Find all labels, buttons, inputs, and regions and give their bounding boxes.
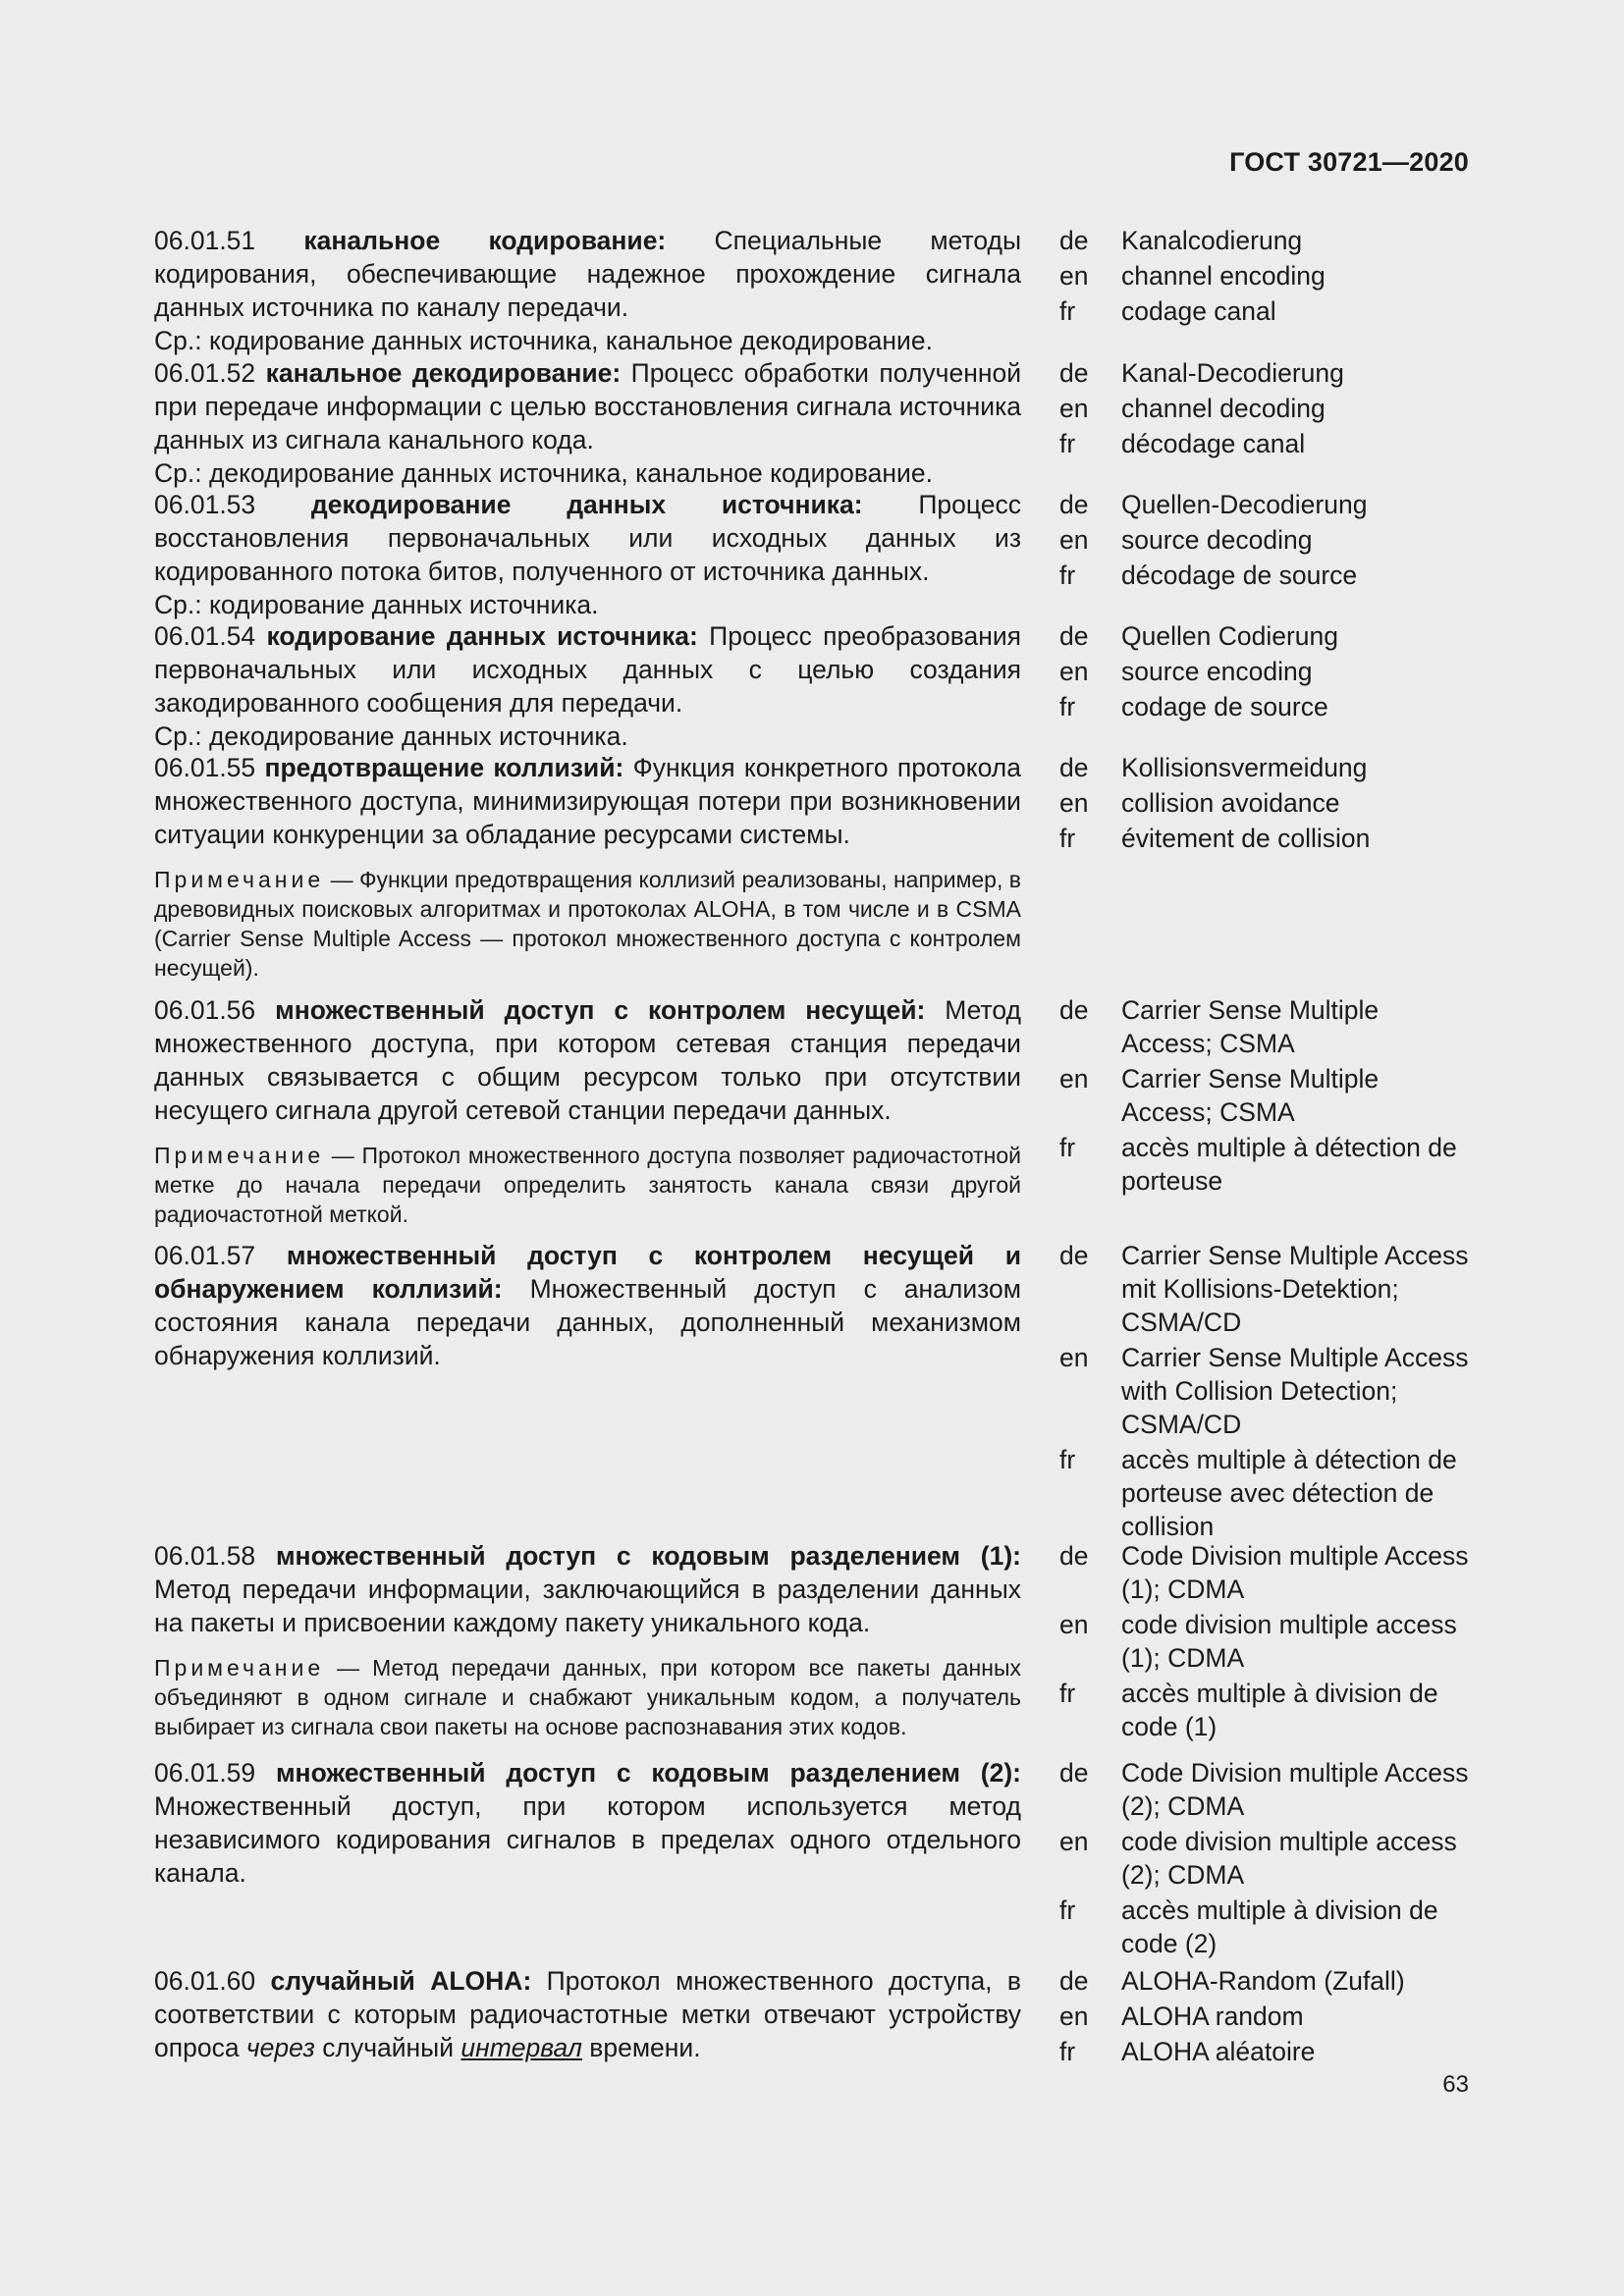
definition-text: Процесс преобразования первоначальных или исходных данных с целью создания закодированного сообщения для передачи.: [154, 621, 1021, 718]
entry-definition-block: [154, 1239, 1021, 1372]
definition: [154, 751, 1021, 851]
entry-definition-block: [154, 619, 1021, 753]
lang-code: de: [1059, 1966, 1089, 1996]
term-entry: [154, 224, 1470, 356]
document-header: ГОСТ 30721—2020: [1229, 147, 1469, 177]
translation-term: Kollisionsvermeidung: [1121, 753, 1368, 782]
cross-reference: Ср.: кодирование данных источника, канальное декодирование.: [154, 326, 933, 355]
lang-code: de: [1059, 1758, 1089, 1788]
translation-term: channel decoding: [1121, 394, 1326, 423]
translation-fr: [1059, 1443, 1470, 1543]
translation-fr: [1059, 1131, 1470, 1198]
translation-term: codage canal: [1121, 296, 1276, 326]
translation-fr: [1059, 559, 1470, 592]
translation-term: code division multiple access (1); CDMA: [1121, 1610, 1457, 1673]
lang-code: de: [1059, 621, 1089, 651]
definition-text: Функция конкретного протокола множественного доступа, минимизирующая потери при возникновении ситуации конкуренции за обладание ресурсами системы.: [154, 753, 1021, 849]
term-name: кодирование данных источника:: [266, 621, 698, 651]
term-entry: [154, 1756, 1470, 1964]
note-label: Примечание: [154, 1143, 325, 1168]
translation-term: Carrier Sense Multiple Access; CSMA: [1121, 995, 1380, 1058]
translation-en: [1059, 523, 1470, 557]
definition-text: Процесс обработки полученной при передаче информации с целью восстановления сигнала источника данных из сигнала канального кода.: [154, 358, 1021, 454]
translation-term: source encoding: [1121, 657, 1313, 686]
translation-de: [1059, 619, 1470, 653]
entry-definition-block: [154, 1964, 1021, 2064]
definition: [154, 1239, 1021, 1372]
entry-definition-block: [154, 356, 1021, 490]
translation-term: code division multiple access (2); CDMA: [1121, 1827, 1457, 1890]
translation-term: Carrier Sense Multiple Access mit Kollisions-Detektion; CSMA/CD: [1121, 1241, 1469, 1337]
term-entry: [154, 993, 1470, 1239]
term-name: множественный доступ с кодовым разделением (1):: [275, 1541, 1021, 1571]
translation-de: [1059, 488, 1470, 521]
term-entry: [154, 619, 1470, 751]
translation-term: évitement de collision: [1121, 824, 1371, 853]
translation-de: [1059, 1539, 1470, 1606]
translations: [1059, 1964, 1470, 2068]
definition-text: Специальные методы кодирования, обеспечивающие надежное прохождение сигнала данных источника по каналу передачи.: [154, 226, 1021, 322]
translation-de: [1059, 356, 1470, 390]
lang-code: fr: [1059, 1133, 1076, 1162]
translation-term: ALOHA random: [1121, 2002, 1304, 2031]
term-name: случайный ALOHA:: [270, 1966, 532, 1996]
lang-code: en: [1059, 657, 1089, 686]
note: [154, 1653, 1021, 1741]
translation-term: accès multiple à division de code (2): [1121, 1896, 1438, 1958]
lang-code: en: [1059, 788, 1089, 818]
translation-en: [1059, 392, 1470, 425]
translations: [1059, 1539, 1470, 1743]
definition-text: Множественный доступ, при котором используется метод независимого кодирования сигналов в пределах одного отдельного канала.: [154, 1791, 1021, 1888]
terms-content: [154, 224, 1470, 2072]
translation-term: Carrier Sense Multiple Access with Collision Detection; CSMA/CD: [1121, 1343, 1469, 1439]
lang-code: de: [1059, 1541, 1089, 1571]
translation-term: ALOHA-Random (Zufall): [1121, 1966, 1405, 1996]
translation-term: accès multiple à division de code (1): [1121, 1679, 1438, 1741]
translation-term: Kanalcodierung: [1121, 226, 1303, 255]
cross-reference: Ср.: декодирование данных источника.: [154, 721, 628, 751]
entry-number: 06.01.58: [154, 1541, 256, 1571]
translation-term: décodage canal: [1121, 429, 1306, 458]
translation-en: [1059, 1825, 1470, 1892]
translation-fr: [1059, 690, 1470, 723]
translation-term: channel encoding: [1121, 261, 1326, 291]
translation-term: Carrier Sense Multiple Access; CSMA: [1121, 1064, 1380, 1127]
cross-reference: Ср.: кодирование данных источника.: [154, 590, 599, 619]
definition-text: Множественный доступ с анализом состояния канала передачи данных, дополненный механизмом обнаружения коллизий.: [154, 1274, 1021, 1370]
entry-number: 06.01.52: [154, 358, 256, 388]
translation-en: [1059, 259, 1470, 293]
definition-italic-underlined: интервал: [460, 2033, 582, 2062]
lang-code: de: [1059, 995, 1089, 1025]
lang-code: de: [1059, 358, 1089, 388]
translation-de: [1059, 993, 1470, 1060]
entry-number: 06.01.51: [154, 226, 256, 255]
term-name: множественный доступ с контролем несущей:: [275, 995, 926, 1025]
translation-fr: [1059, 822, 1470, 855]
translation-en: [1059, 1341, 1470, 1441]
term-name: декодирование данных источника:: [310, 490, 863, 519]
translations: [1059, 1239, 1470, 1543]
lang-code: en: [1059, 1343, 1089, 1372]
entry-definition-block: [154, 1539, 1021, 1747]
lang-code: de: [1059, 753, 1089, 782]
lang-code: en: [1059, 1827, 1089, 1856]
definition-text: случайный: [314, 2033, 461, 2062]
definition: [154, 1539, 1021, 1639]
translation-en: [1059, 655, 1470, 688]
term-name: канальное декодирование:: [265, 358, 622, 388]
lang-code: en: [1059, 1064, 1089, 1094]
translation-fr: [1059, 1677, 1470, 1743]
definition-text: Метод передачи информации, заключающийся в разделении данных на пакеты и присвоении каждому пакету уникального кода.: [154, 1575, 1021, 1637]
translation-de: [1059, 1239, 1470, 1339]
lang-code: fr: [1059, 692, 1076, 721]
lang-code: en: [1059, 2002, 1089, 2031]
translations: [1059, 488, 1470, 592]
term-entry: [154, 1964, 1470, 2072]
entry-number: 06.01.57: [154, 1241, 256, 1270]
entry-number: 06.01.56: [154, 995, 256, 1025]
translation-en: [1059, 1062, 1470, 1129]
entry-number: 06.01.55: [154, 753, 256, 782]
note-label: Примечание: [154, 867, 325, 892]
translation-term: accès multiple à détection de porteuse avec détection de collision: [1121, 1445, 1457, 1541]
entry-definition-block: [154, 751, 1021, 988]
lang-code: fr: [1059, 1896, 1076, 1925]
translation-de: [1059, 1964, 1470, 1998]
lang-code: fr: [1059, 1445, 1076, 1474]
translation-term: collision avoidance: [1121, 788, 1340, 818]
note-text: — Функции предотвращения коллизий реализованы, например, в древовидных поисковых алгоритмах и протоколах ALOHA, в том числе и в CSMA (Carrier Sense Multiple Access — протокол множественного доступа с контролем несущей).: [154, 867, 1021, 981]
translation-term: Code Division multiple Access (2); CDMA: [1121, 1758, 1469, 1821]
translation-fr: [1059, 2035, 1470, 2068]
lang-code: en: [1059, 261, 1089, 291]
translation-en: [1059, 1608, 1470, 1675]
lang-code: de: [1059, 226, 1089, 255]
lang-code: fr: [1059, 1679, 1076, 1708]
term-name: множественный доступ с кодовым разделением (2):: [275, 1758, 1021, 1788]
translation-term: source decoding: [1121, 525, 1313, 555]
definition: [154, 488, 1021, 588]
translation-de: [1059, 1756, 1470, 1823]
translation-fr: [1059, 1894, 1470, 1960]
lang-code: fr: [1059, 429, 1076, 458]
definition: [154, 1964, 1021, 2064]
entry-definition-block: [154, 993, 1021, 1235]
lang-code: fr: [1059, 561, 1076, 590]
lang-code: fr: [1059, 296, 1076, 326]
translation-de: [1059, 224, 1470, 257]
translation-term: Code Division multiple Access (1); CDMA: [1121, 1541, 1469, 1604]
note: [154, 865, 1021, 983]
lang-code: en: [1059, 394, 1089, 423]
term-entry: [154, 488, 1470, 619]
note-text: — Протокол множественного доступа позволяет радиочастотной метке до начала передачи определить занятость канала связи другой радиочастотной меткой.: [154, 1143, 1021, 1227]
lang-code: en: [1059, 1610, 1089, 1639]
definition-text: времени.: [581, 2033, 701, 2062]
translation-fr: [1059, 427, 1470, 460]
translations: [1059, 993, 1470, 1198]
definition-text: Процесс восстановления первоначальных или исходных данных из кодированного потока битов, полученного от источника данных.: [154, 490, 1021, 586]
lang-code: fr: [1059, 824, 1076, 853]
lang-code: fr: [1059, 2037, 1076, 2066]
translation-term: codage de source: [1121, 692, 1328, 721]
lang-code: en: [1059, 525, 1089, 555]
translations: [1059, 224, 1470, 328]
translation-en: [1059, 2000, 1470, 2033]
term-name: канальное кодирование:: [303, 226, 667, 255]
translations: [1059, 1756, 1470, 1960]
lang-code: de: [1059, 1241, 1089, 1270]
translation-term: ALOHA aléatoire: [1121, 2037, 1316, 2066]
page-number: 63: [1442, 2071, 1469, 2098]
translation-term: Kanal-Decodierung: [1121, 358, 1344, 388]
definition-text: Протокол множественного доступа, в соответствии с которым радиочастотные метки отвечают устройству опроса: [154, 1966, 1022, 2062]
definition: [154, 356, 1021, 456]
entry-number: 06.01.53: [154, 490, 256, 519]
translation-term: accès multiple à détection de porteuse: [1121, 1133, 1457, 1196]
definition-italic: через: [245, 2033, 315, 2062]
entry-definition-block: [154, 224, 1021, 357]
translations: [1059, 619, 1470, 723]
term-name: множественный доступ с контролем несущей и обнаружением коллизий:: [154, 1241, 1021, 1304]
definition: [154, 224, 1021, 324]
definition: [154, 993, 1021, 1127]
term-entry: [154, 356, 1470, 488]
translations: [1059, 356, 1470, 460]
cross-reference: Ср.: декодирование данных источника, канальное кодирование.: [154, 458, 933, 488]
definition-text: Метод множественного доступа, при котором сетевая станция передачи данных связывается с общим ресурсом только при отсутствии несущего сигнала другой сетевой станции передачи данных.: [154, 995, 1021, 1125]
translation-term: Quellen-Decodierung: [1121, 490, 1368, 519]
translations: [1059, 751, 1470, 855]
entry-number: 06.01.60: [154, 1966, 256, 1996]
translation-term: Quellen Codierung: [1121, 621, 1338, 651]
definition: [154, 619, 1021, 720]
note-label: Примечание: [154, 1655, 325, 1681]
term-entry: [154, 751, 1470, 993]
lang-code: de: [1059, 490, 1089, 519]
translation-term: décodage de source: [1121, 561, 1358, 590]
term-entry: [154, 1539, 1470, 1756]
term-entry: [154, 1239, 1470, 1539]
term-name: предотвращение коллизий:: [264, 753, 624, 782]
definition: [154, 1756, 1021, 1890]
translation-en: [1059, 786, 1470, 820]
note-text: — Метод передачи данных, при котором все пакеты данных объединяют в одном сигнале и снабжают уникальным кодом, а получатель выбирает из сигнала свои пакеты на основе распознавания этих кодов.: [154, 1655, 1021, 1739]
translation-de: [1059, 751, 1470, 784]
note: [154, 1141, 1021, 1229]
entry-number: 06.01.54: [154, 621, 256, 651]
entry-definition-block: [154, 488, 1021, 621]
entry-number: 06.01.59: [154, 1758, 256, 1788]
entry-definition-block: [154, 1756, 1021, 1890]
translation-fr: [1059, 294, 1470, 328]
